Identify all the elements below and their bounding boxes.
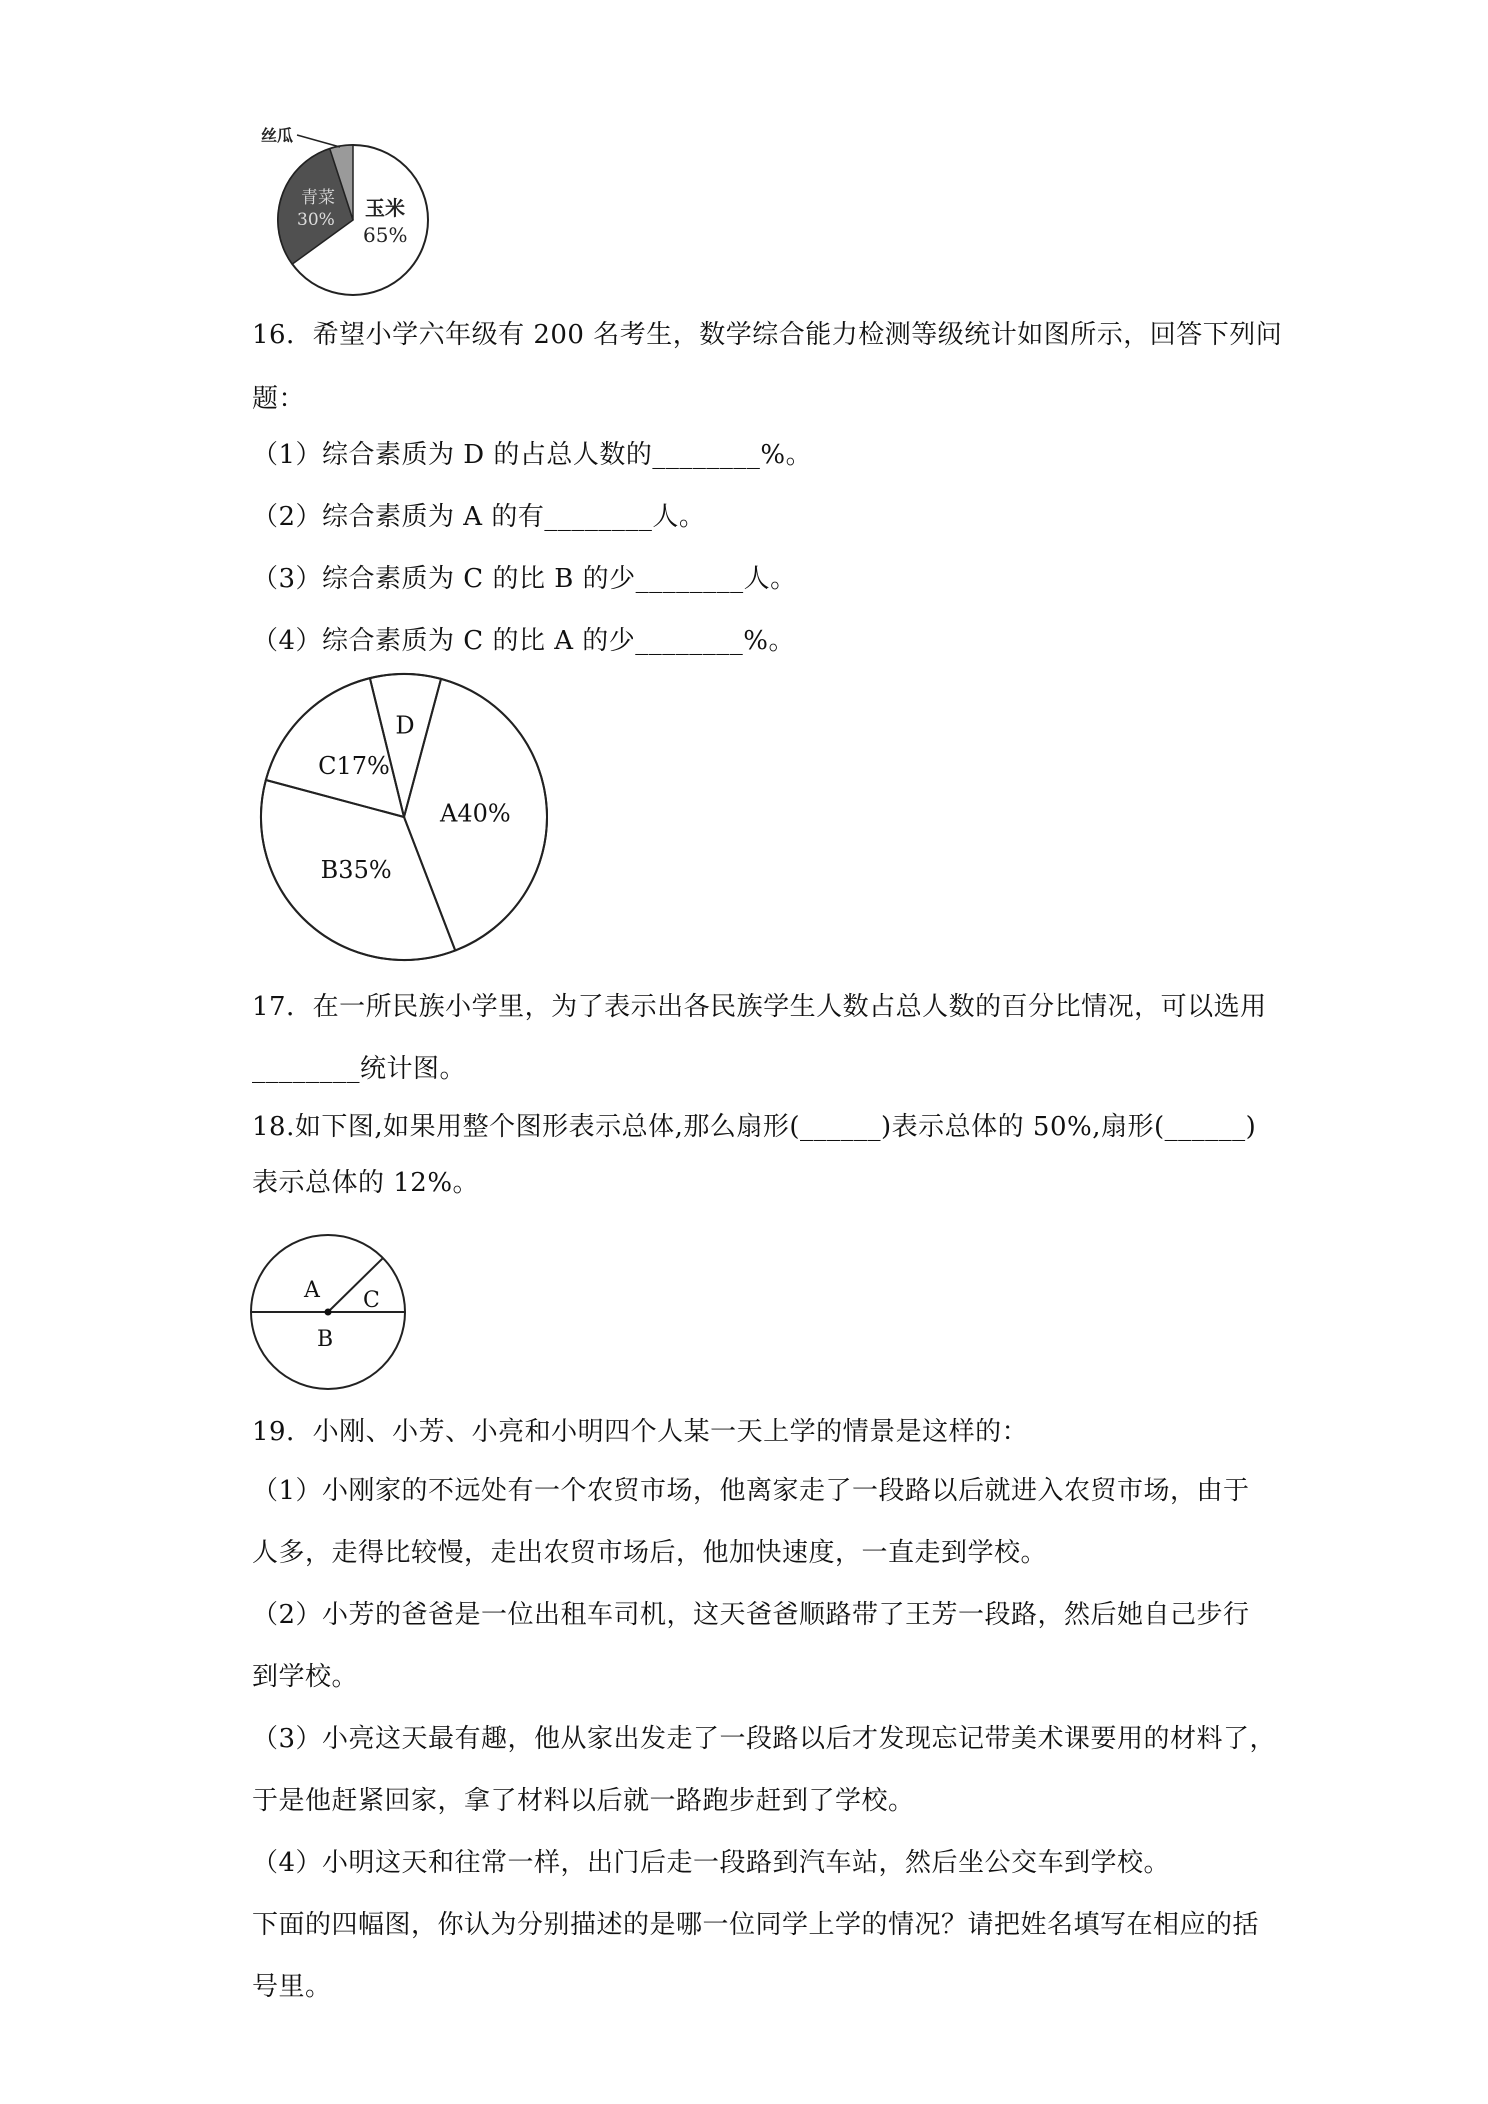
sector-circle-figure [250,1234,420,1394]
q19-p1-line1: （1）小刚家的不远处有一个农贸市场，他离家走了一段路以后就进入农贸市场，由于 [252,1476,1250,1506]
q19-p3-line1: （3）小亮这天最有趣，他从家出发走了一段路以后才发现忘记带美术课要用的材料了， [252,1724,1277,1754]
q19-p4: （4）小明这天和往常一样，出门后走一段路到汽车站，然后坐公交车到学校。 [252,1848,1171,1878]
pie-label-c: C17% [318,751,390,780]
q16-sub1: （1）综合素质为 D 的占总人数的________%。 [252,440,813,470]
q19-p1-line2: 人多，走得比较慢，走出农贸市场后，他加快速度，一直走到学校。 [252,1538,1048,1568]
q16-sub3: （3）综合素质为 C 的比 B 的少________人。 [252,564,797,594]
q19-question-line1: 下面的四幅图，你认为分别描述的是哪一位同学上学的情况？请把姓名填写在相应的括 [252,1910,1260,1940]
vegetable-pie-chart [255,125,435,305]
label-green-pct: 30% [297,210,335,230]
label-green-veg: 青菜 [301,188,335,208]
sector-label-c: C [363,1288,380,1313]
q19-line1: 19．小刚、小芳、小亮和小明四个人某一天上学的情景是这样的： [252,1417,1029,1447]
q19-p2-line2: 到学校。 [252,1662,359,1692]
sector-label-a: A [304,1278,320,1303]
pie-label-d: D [395,711,415,740]
q16-sub2: （2）综合素质为 A 的有________人。 [252,502,706,532]
q16-sub4: （4）综合素质为 C 的比 A 的少________%。 [252,626,795,656]
q16-stem-line1: 16．希望小学六年级有 200 名考生，数学综合能力检测等级统计如图所示，回答下列问 [252,320,1283,350]
q17-line2: ________统计图。 [252,1054,467,1084]
pie-label-b: B35% [320,856,392,885]
grade-pie-chart [255,668,555,968]
sector-label-b: B [317,1327,334,1352]
q19-p3-line2: 于是他赶紧回家，拿了材料以后就一路跑步赶到了学校。 [252,1786,915,1816]
q16-stem-line2: 题： [252,384,306,414]
pie-label-a: A40% [440,799,511,828]
center-dot [325,1309,332,1316]
q17-line1: 17．在一所民族小学里，为了表示出各民族学生人数占总人数的百分比情况，可以选用 [252,992,1267,1022]
q18-line2: 表示总体的 12%。 [252,1168,480,1198]
q18-line1: 18.如下图,如果用整个图形表示总体,那么扇形(______)表示总体的 50%,扇形(______) [252,1112,1257,1142]
label-silk-gourd: 丝瓜 [261,126,294,145]
label-corn: 玉米 [365,196,405,220]
label-corn-pct: 65% [363,223,408,247]
q19-p2-line1: （2）小芳的爸爸是一位出租车司机，这天爸爸顺路带了王芳一段路，然后她自己步行 [252,1600,1250,1630]
silk-gourd-leader-line [297,135,340,147]
q19-question-line2: 号里。 [252,1972,332,2002]
